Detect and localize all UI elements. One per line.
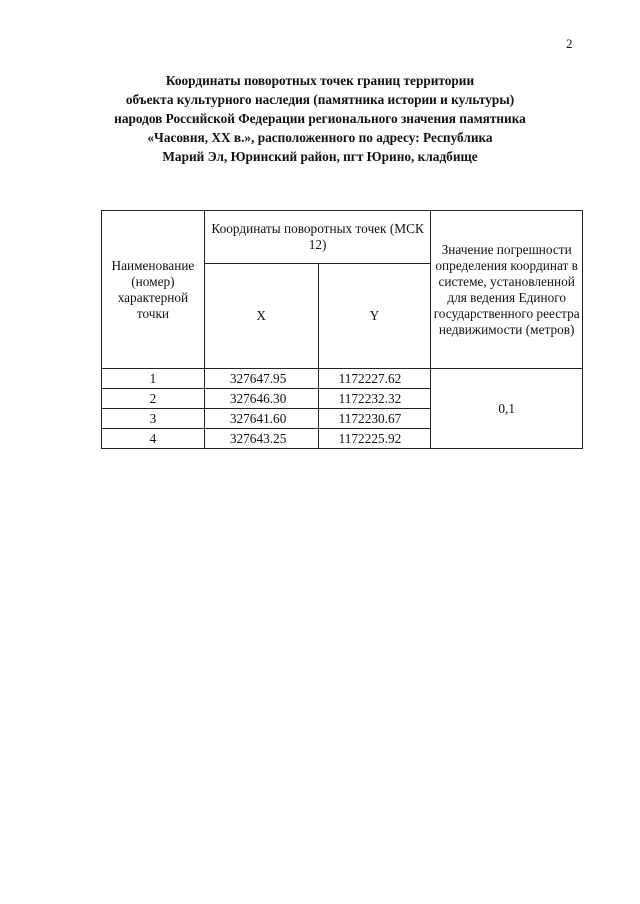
table-row — [102, 369, 583, 389]
header-coordinates: Координаты поворотных точек (МСК 12) — [204, 211, 431, 264]
y-coordinate: 1172225.92 — [318, 429, 431, 449]
y-coordinate: 1172227.62 — [318, 369, 431, 389]
table-header-row — [102, 211, 583, 264]
x-coordinate: 327641.60 — [204, 409, 318, 429]
point-number: 4 — [102, 429, 205, 449]
coordinates-table — [101, 210, 583, 449]
accuracy-value: 0,1 — [431, 369, 583, 449]
title-line: объекта культурного наследия (памятника истории и культуры) — [125, 92, 515, 107]
title-line: Марий Эл, Юринский район, пгт Юрино, кладбище — [162, 149, 478, 164]
header-y: Y — [318, 264, 431, 369]
y-coordinate: 1172230.67 — [318, 409, 431, 429]
title-line: народов Российской Федерации регионального значения памятника — [114, 111, 526, 126]
document-title — [60, 71, 580, 166]
title-line: «Часовня, ХХ в.», расположенного по адресу: Республика — [147, 130, 493, 145]
y-coordinate: 1172232.32 — [318, 389, 431, 409]
x-coordinate: 327646.30 — [204, 389, 318, 409]
header-x: X — [204, 264, 318, 369]
point-number: 1 — [102, 369, 205, 389]
header-point-name: Наименование (номер) характерной точки — [102, 211, 205, 369]
point-number: 3 — [102, 409, 205, 429]
header-accuracy: Значение погрешности определения координат в системе, установленной для ведения Единого государственного реестра недвижимости (метров) — [431, 211, 583, 369]
page-number: 2 — [566, 36, 573, 51]
point-number: 2 — [102, 389, 205, 409]
x-coordinate: 327647.95 — [204, 369, 318, 389]
title-line: Координаты поворотных точек границ территории — [165, 73, 475, 88]
x-coordinate: 327643.25 — [204, 429, 318, 449]
